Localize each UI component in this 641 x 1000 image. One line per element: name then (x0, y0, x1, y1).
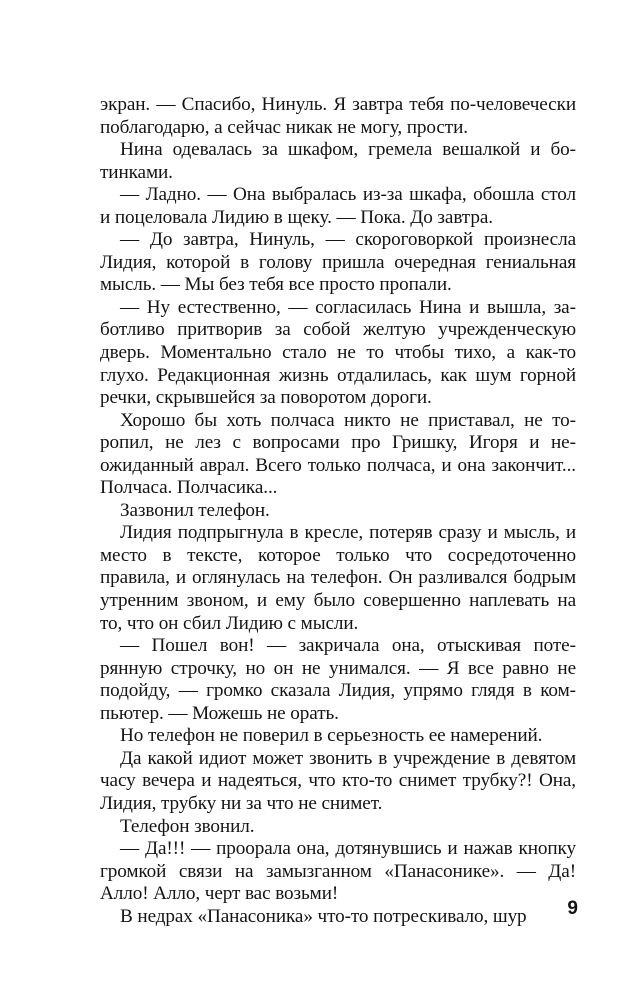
paragraph: Хорошо бы хоть полчаса никто не приставал, не торопил, не лез с вопросами про Гришку, Игоря и неожиданный аврал. Всего только полчаса, и она закончит... Полчаса. Полчасика... (100, 409, 576, 499)
paragraph: Нина одевалась за шкафом, гремела вешалкой и ботинками. (100, 139, 576, 183)
paragraph: Но телефон не поверил в серьезность ее намерений. (120, 725, 543, 747)
paragraph: — Ладно. — Она выбралась из-за шкафа, обошла стол и поцеловала Лидию в щеку. — Пока. До завтра. (100, 184, 576, 228)
paragraph: — Да!!! — проорала она, дотянувшись и нажав кнопку громкой связи на замызганном «Панасонике». — Да! Алло! Алло, черт вас возьми! (100, 838, 576, 905)
paragraph-continuation: экран. — Спасибо, Нинуль. Я завтра тебя по-человечески поблагодарю, а сейчас никак не могу, прости. (100, 94, 576, 138)
paragraph: — Пошел вон! — закричала она, отыскивая потерянную строчку, но он не унимался. — Я все равно не подойду, — громко сказала Лидия, упрямо глядя в компьютер. — Можешь не орать. (100, 635, 576, 724)
paragraph: Зазвонил телефон. (120, 499, 270, 521)
paragraph: Да какой идиот может звонить в учреждение в девятом часу вечера и надеяться, что кто-то снимет трубку?! Она, Лидия, трубку ни за что не снимет. (100, 747, 576, 814)
paragraph: Телефон звонил. (120, 815, 255, 837)
paragraph: — Ну естественно, — согласилась Нина и вышла, заботливо притворив за собой желтую учрежденческую дверь. Моментально стало не то чтобы тихо, а как-то глухо. Редакционная жизнь отдалилась, как шум горной речки, скрывшейся за поворотом дороги. (100, 296, 576, 409)
paragraph: Лидия подпрыгнула в кресле, потеряв сразу и мысль, и место в тексте, которое только что сосредоточенно правила, и оглянулась на телефон. Он разливался бодрым утренним звоном, и ему было совершенно наплевать на то, что он сбил Лидию с мысли. (100, 522, 576, 634)
body-text (100, 94, 576, 928)
paragraph: В недрах «Панасоника» что-то потрескивало, шур (120, 905, 527, 927)
paragraph: — До завтра, Нинуль, — скороговоркой произнесла Лидия, которой в голову пришла очередная гениальная мысль. — Мы без тебя все просто пропали. (100, 229, 576, 296)
page-number: 9 (567, 898, 578, 919)
